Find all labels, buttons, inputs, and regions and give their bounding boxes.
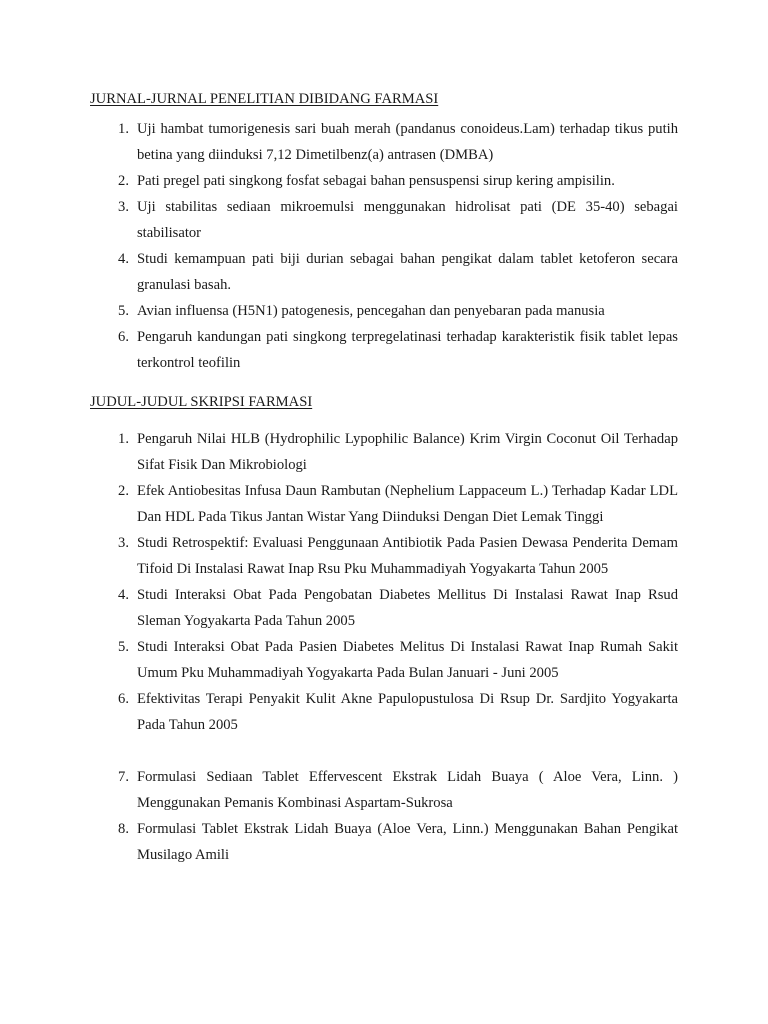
- list-item-number: 7.: [118, 769, 129, 785]
- skripsi-heading: JUDUL-JUDUL SKRIPSI FARMASI: [90, 394, 313, 410]
- list-item-number: 8.: [118, 821, 129, 837]
- list-item-number: 3.: [118, 535, 129, 551]
- list-item-text: Formulasi Tablet Ekstrak Lidah Buaya (Aloe Vera, Linn.) Menggunakan Bahan Pengikat Musilago Amili: [137, 821, 678, 863]
- list-item-text: Pati pregel pati singkong fosfat sebagai bahan pensuspensi sirup kering ampisilin.: [137, 173, 615, 189]
- list-item-number: 4.: [118, 251, 129, 267]
- list-item-number: 5.: [118, 639, 129, 655]
- list-item-text: Pengaruh Nilai HLB (Hydrophilic Lypophilic Balance) Krim Virgin Coconut Oil Terhadap Sifat Fisik Dan Mikrobiologi: [137, 431, 678, 473]
- list-item-number: 6.: [118, 329, 129, 345]
- list-item-number: 6.: [118, 691, 129, 707]
- list-item-text: Avian influensa (H5N1) patogenesis, pencegahan dan penyebaran pada manusia: [137, 303, 605, 319]
- list-item-number: 4.: [118, 587, 129, 603]
- list-item-text: Pengaruh kandungan pati singkong terpregelatinasi terhadap karakteristik fisik tablet lepas terkontrol teofilin: [137, 329, 678, 371]
- jurnal-heading: JURNAL-JURNAL PENELITIAN DIBIDANG FARMASI: [90, 91, 439, 107]
- list-item-text: Studi Interaksi Obat Pada Pasien Diabetes Melitus Di Instalasi Rawat Inap Rumah Sakit Umum Pku Muhammadiyah Yogyakarta Pada Bulan Januari - Juni 2005: [137, 639, 678, 681]
- list-item-text: Studi Retrospektif: Evaluasi Penggunaan Antibiotik Pada Pasien Dewasa Penderita Demam Tifoid Di Instalasi Rawat Inap Rsu Pku Muhammadiyah Yogyakarta Tahun 2005: [137, 535, 678, 577]
- list-item-text: Efek Antiobesitas Infusa Daun Rambutan (Nephelium Lappaceum L.) Terhadap Kadar LDL Dan HDL Pada Tikus Jantan Wistar Yang Diinduksi Dengan Diet Lemak Tinggi: [137, 483, 678, 525]
- list-item-number: 3.: [118, 199, 129, 215]
- list-item-number: 2.: [118, 483, 129, 499]
- list-item-text: Studi Interaksi Obat Pada Pengobatan Diabetes Mellitus Di Instalasi Rawat Inap Rsud Sleman Yogyakarta Pada Tahun 2005: [137, 587, 678, 629]
- list-item-number: 1.: [118, 431, 129, 447]
- list-item-text: Studi kemampuan pati biji durian sebagai bahan pengikat dalam tablet ketoferon secara granulasi basah.: [137, 251, 678, 293]
- list-item-text: Uji stabilitas sediaan mikroemulsi menggunakan hidrolisat pati (DE 35-40) sebagai stabilisator: [137, 199, 678, 241]
- list-item-text: Formulasi Sediaan Tablet Effervescent Ekstrak Lidah Buaya ( Aloe Vera, Linn. ) Menggunakan Pemanis Kombinasi Aspartam-Sukrosa: [137, 769, 678, 811]
- list-item-number: 2.: [118, 173, 129, 189]
- list-item-number: 5.: [118, 303, 129, 319]
- list-item-number: 1.: [118, 121, 129, 137]
- list-item-text: Uji hambat tumorigenesis sari buah merah (pandanus conoideus.Lam) terhadap tikus putih betina yang diinduksi 7,12 Dimetilbenz(a) antrasen (DMBA): [137, 121, 678, 163]
- list-item-text: Efektivitas Terapi Penyakit Kulit Akne Papulopustulosa Di Rsup Dr. Sardjito Yogyakarta Pada Tahun 2005: [137, 691, 678, 733]
